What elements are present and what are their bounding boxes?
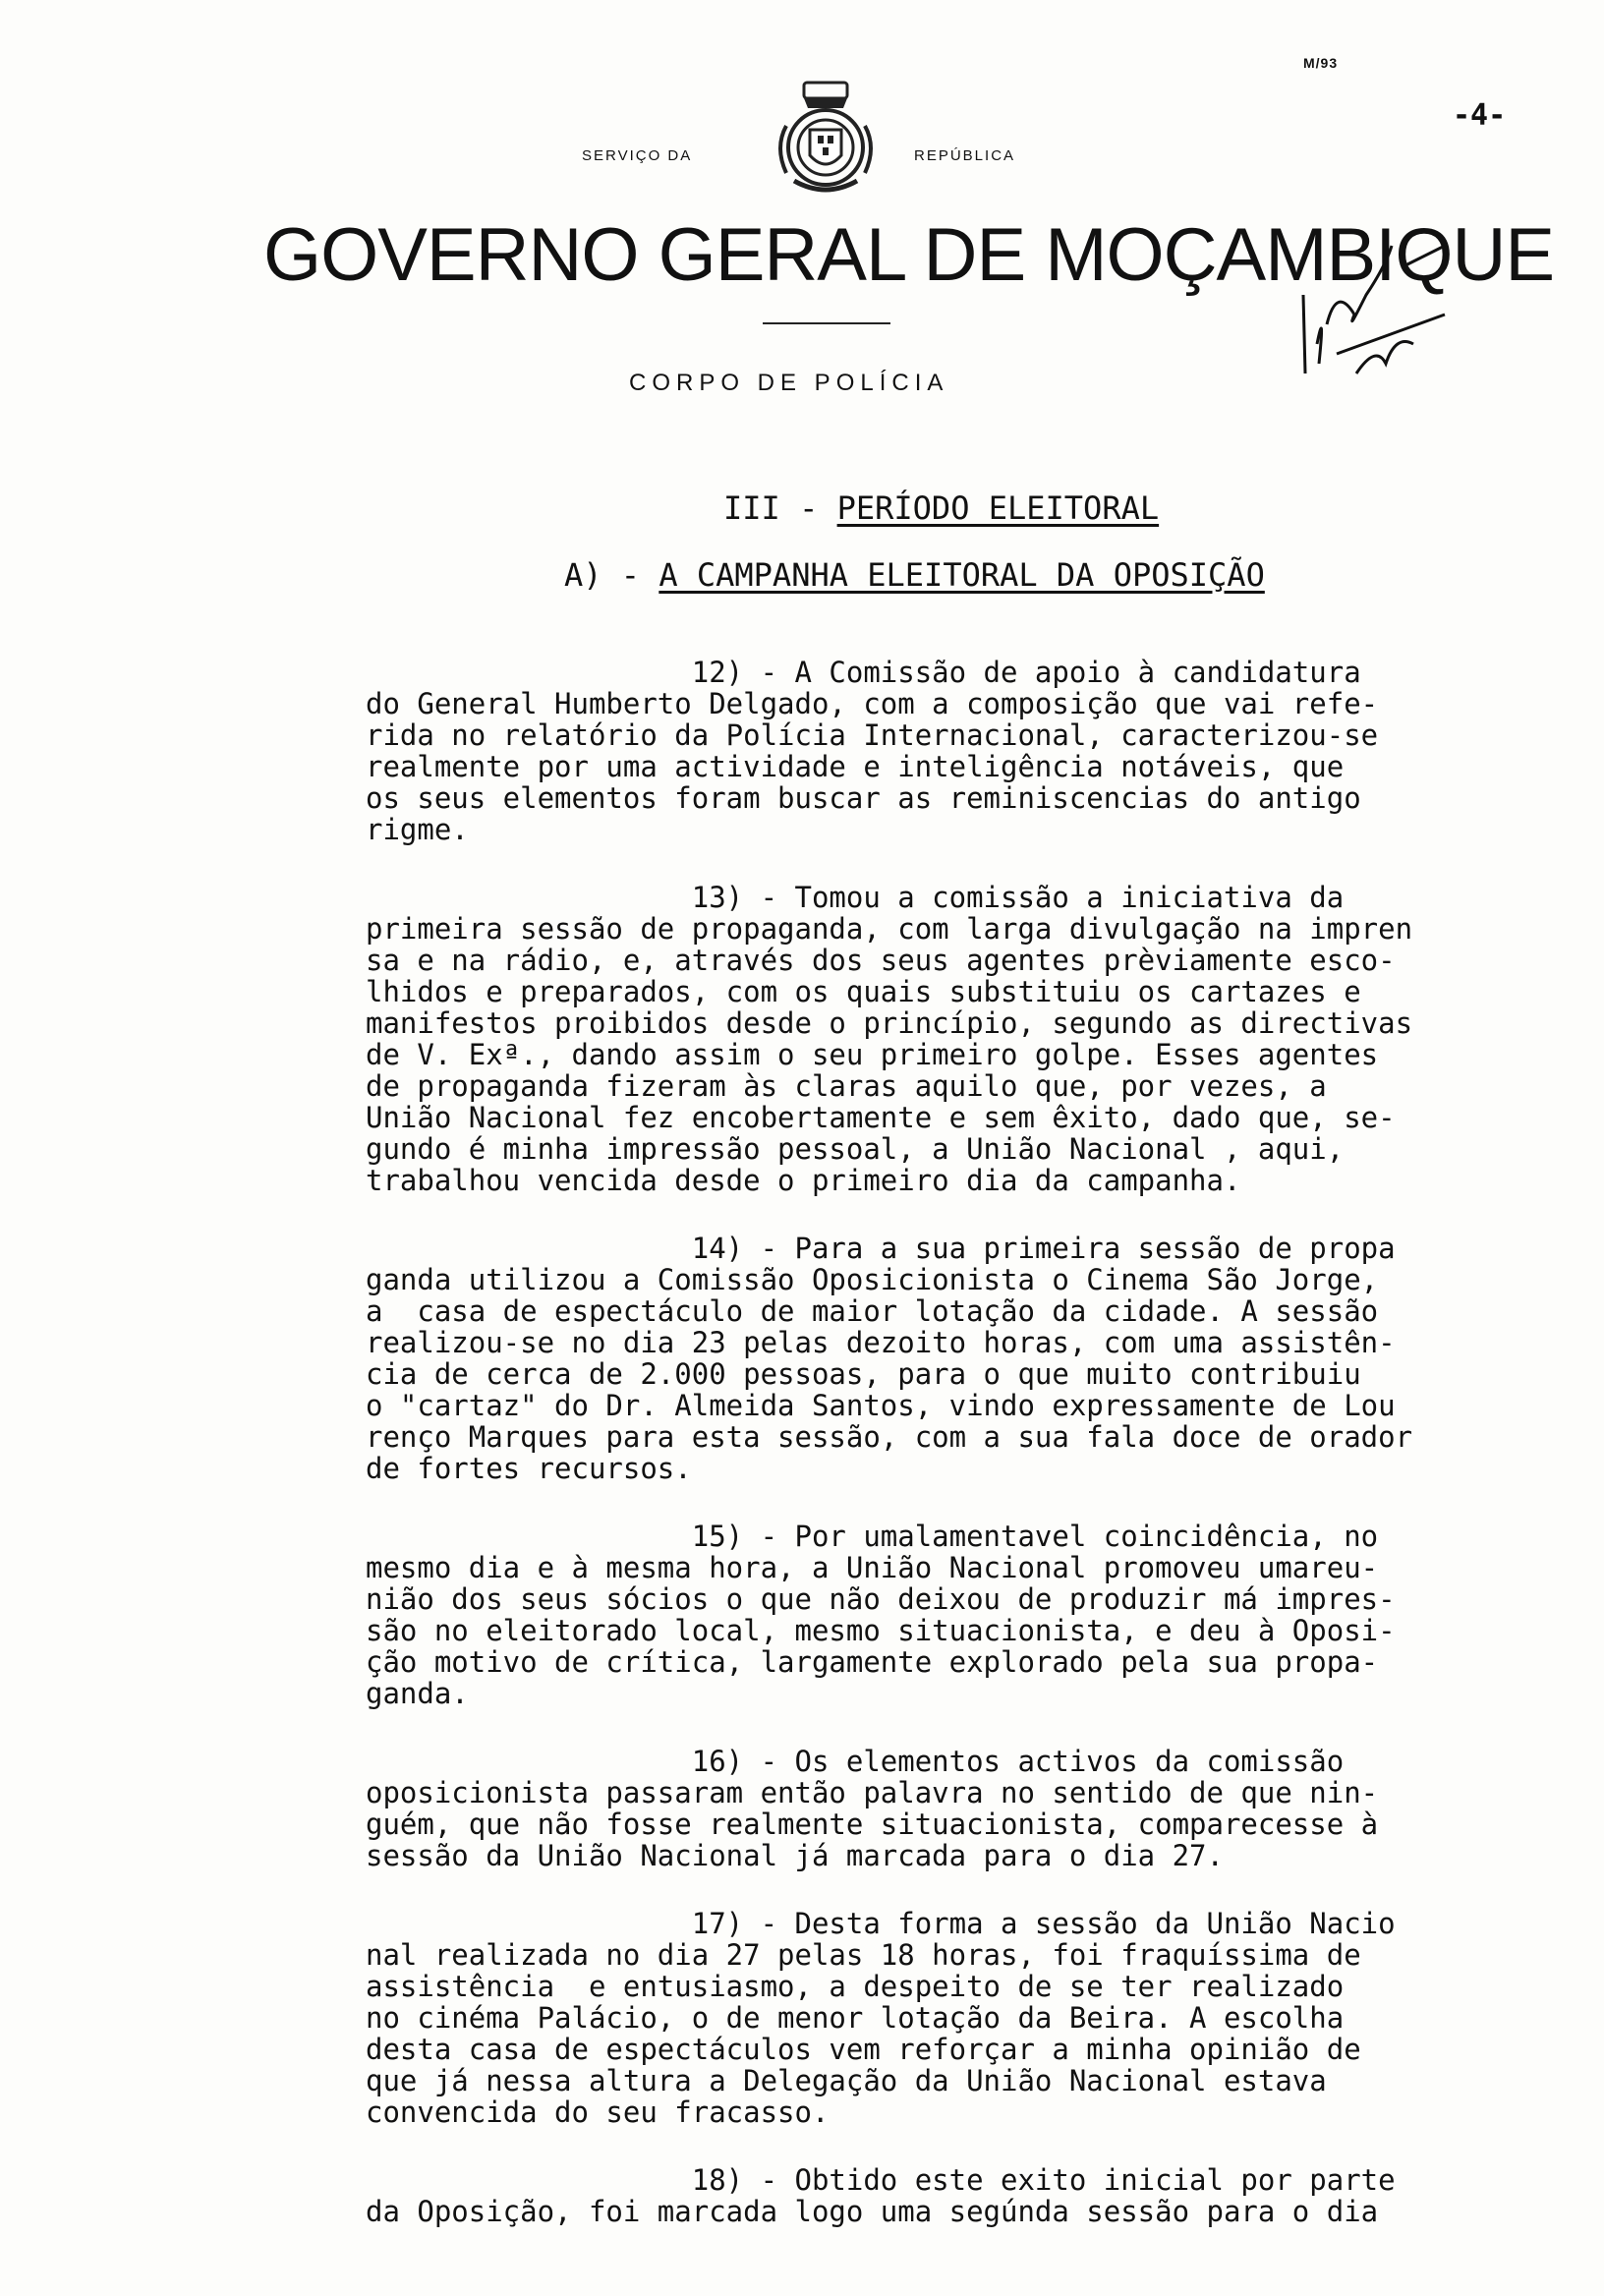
paragraph-13 [366, 882, 1565, 1196]
text-line: convencida do seu fracasso. [366, 2095, 830, 2129]
text-line: 14) - Para a sua primeira sessão de propa [366, 1232, 1396, 1265]
subsection-title: A CAMPANHA ELEITORAL DA OPOSIÇÃO [659, 556, 1265, 594]
section-number: III - [723, 489, 837, 527]
title-divider [763, 322, 890, 324]
service-label-right: REPÚBLICA [914, 147, 1016, 164]
text-line: no cinéma Palácio, o de menor lotação da Beira. A escolha [366, 2001, 1345, 2035]
text-line: rida no relatório da Polícia Internacional, caracterizou-se [366, 718, 1379, 752]
text-line: realmente por uma actividade e inteligência notáveis, que [366, 750, 1345, 783]
text-line: trabalhou vencida desde o primeiro dia da campanha. [366, 1164, 1241, 1197]
text-line: do General Humberto Delgado, com a composição que vai refe- [366, 687, 1379, 720]
text-line: de V. Exª., dando assim o seu primeiro golpe. Esses agentes [366, 1038, 1379, 1071]
text-line: sessão da União Nacional já marcada para o dia 27. [366, 1839, 1224, 1872]
form-code: M/93 [1303, 55, 1339, 71]
text-line: os seus elementos foram buscar as reminiscencias do antigo [366, 781, 1361, 815]
text-line: o "cartaz" do Dr. Almeida Santos, vindo expressamente de Lou [366, 1389, 1396, 1422]
text-line: 12) - A Comissão de apoio à candidatura [366, 656, 1361, 689]
paragraph-14 [366, 1233, 1565, 1484]
text-line: gundo é minha impressão pessoal, a União Nacional , aqui, [366, 1132, 1345, 1166]
text-line: mesmo dia e à mesma hora, a União Nacional promoveu umareu- [366, 1551, 1379, 1584]
text-line: a casa de espectáculo de maior lotação da cidade. A sessão [366, 1294, 1379, 1328]
text-line: ção motivo de crítica, largamente explorado pela sua propa- [366, 1645, 1379, 1679]
text-line: União Nacional fez encobertamente e sem êxito, dado que, se- [366, 1101, 1396, 1134]
text-line: desta casa de espectáculos vem reforçar a minha opinião de [366, 2033, 1361, 2066]
paragraph-16 [366, 1746, 1565, 1871]
text-line: de fortes recursos. [366, 1452, 692, 1485]
coat-of-arms-icon [767, 79, 885, 201]
text-line: 17) - Desta forma a sessão da União Nacio [366, 1907, 1396, 1940]
page-number: -4- [1453, 98, 1507, 133]
text-line: sa e na rádio, e, através dos seus agentes prèviamente esco- [366, 944, 1396, 977]
text-line: lhidos e preparados, com os quais substituiu os cartazes e [366, 975, 1361, 1008]
text-line: realizou-se no dia 23 pelas dezoito horas, com uma assistên- [366, 1326, 1396, 1359]
text-line: rigme. [366, 813, 469, 846]
paragraph-12 [366, 657, 1565, 845]
text-line: guém, que não fosse realmente situacionista, comparecesse à [366, 1808, 1379, 1841]
paragraph-15 [366, 1521, 1565, 1709]
handwritten-signature [1297, 226, 1455, 393]
document-body [366, 657, 1565, 2264]
text-line: ganda. [366, 1677, 469, 1710]
text-line: 13) - Tomou a comissão a iniciativa da [366, 881, 1345, 914]
paragraph-17 [366, 1908, 1565, 2128]
text-line: 18) - Obtido este exito inicial por parte [366, 2163, 1396, 2197]
government-title: GOVERNO GERAL DE MOÇAMBIQUE [263, 213, 1555, 297]
text-line: de propaganda fizeram às claras aquilo que, por vezes, a [366, 1069, 1327, 1103]
subsection-label: A) - [564, 556, 659, 594]
text-line: nal realizada no dia 27 pelas 18 horas, foi fraquíssima de [366, 1938, 1361, 1972]
text-line: assistência e entusiasmo, a despeito de se ter realizado [366, 1970, 1345, 2003]
text-line: 15) - Por umalamentavel coincidência, no [366, 1520, 1379, 1553]
service-label-left: SERVIÇO DA [582, 147, 693, 164]
text-line: manifestos proibidos desde o princípio, segundo as directivas [366, 1006, 1413, 1040]
department-subtitle: CORPO DE POLÍCIA [629, 370, 949, 396]
text-line: 16) - Os elementos activos da comissão [366, 1745, 1345, 1778]
text-line: oposicionista passaram então palavra no sentido de que nin- [366, 1776, 1379, 1809]
text-line: cia de cerca de 2.000 pessoas, para o que muito contribuiu [366, 1357, 1361, 1391]
section-heading [723, 489, 1159, 527]
section-title: PERÍODO ELEITORAL [836, 489, 1160, 527]
text-line: ganda utilizou a Comissão Oposicionista o Cinema São Jorge, [366, 1263, 1379, 1296]
text-line: da Oposição, foi marcada logo uma segúnda sessão para o dia [366, 2195, 1379, 2228]
text-line: que já nessa altura a Delegação da União Nacional estava [366, 2064, 1327, 2097]
text-line: são no eleitorado local, mesmo situacionista, e deu à Oposi- [366, 1614, 1396, 1647]
text-line: renço Marques para esta sessão, com a sua fala doce de orador [366, 1420, 1413, 1454]
paragraph-18 [366, 2164, 1565, 2227]
section-subheading [564, 556, 1265, 594]
text-line: nião dos seus sócios o que não deixou de produzir má impres- [366, 1582, 1396, 1616]
text-line: primeira sessão de propaganda, com larga divulgação na impren [366, 912, 1413, 946]
